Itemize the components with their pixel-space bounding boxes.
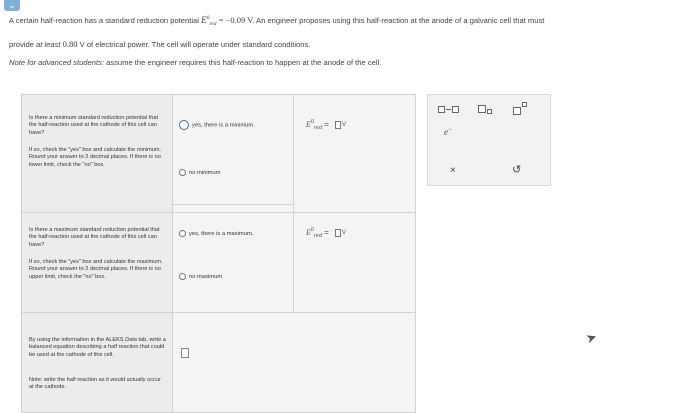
half-reaction-question: By using the information in the ALEKS Data tab, write a balanced equation describing a half reaction that could be used at the cathode of this cell. [29,337,166,358]
unit-label: V [342,121,347,128]
option-label: yes, there is a maximum. [189,231,254,238]
equation-palette [427,94,551,186]
answer-table [21,94,416,413]
clear-icon[interactable]: × [450,165,456,176]
maximum-options-cell [173,213,294,313]
minimum-question-cell [22,95,173,213]
top-bar [0,0,700,14]
maximum-value-cell [294,213,416,313]
e-sub: red [313,125,322,131]
minimum-no-radio[interactable] [179,169,186,176]
half-reaction-question-cell [22,313,173,413]
maximum-no-option[interactable] [179,273,222,280]
minimum-value-cell [294,95,416,213]
note-label: Note for advanced students: [9,58,104,67]
superscript-template-button[interactable] [513,102,527,115]
maximum-question: Is there a maximum standard reduction potential that the half-reaction used at the cathode of this cell can have? [29,227,160,248]
note-text: assume the engineer requires this half-reaction to happen at the anode of the cell. [106,58,382,67]
min-power-value: 0.80 [62,39,78,49]
half-reaction-note: Note: write the half reaction as it would actually occur at the cathode. [29,377,161,391]
maximum-potential-entry [306,227,346,239]
problem-statement-line2 [9,39,310,49]
e-symbol: E [306,228,311,237]
half-reaction-answer-cell [173,313,416,413]
problem-statement-line1 [9,15,544,27]
maximum-potential-input[interactable] [335,229,341,237]
maximum-yes-radio[interactable] [179,230,186,237]
minimum-potential-input[interactable] [335,121,341,129]
minimum-yes-cell [173,95,294,205]
advanced-note [9,58,381,67]
e-sup: 0 [310,119,314,125]
electron-button[interactable]: e− [444,127,453,137]
maximum-question-cell [22,213,173,313]
option-label: no minimum [189,170,221,177]
mouse-cursor-icon: ➤ [583,328,599,347]
maximum-instructions: If so, check the "yes" box and calculate the maximum. Round your answer to 2 decimal places. If there is no upper limit, check the "no" box. [29,259,163,280]
half-reaction-input[interactable] [181,348,189,358]
option-label: yes, there is a minimum. [192,122,255,129]
e-sup: 0 [310,227,314,233]
equals-sign: = [324,228,329,237]
emphasis-text: at least [36,40,61,49]
potential-value: = −0.09 V. [218,15,255,25]
undo-icon[interactable]: ↺ [512,164,522,176]
minimum-yes-radio[interactable] [179,120,189,130]
unit-label: V [342,229,347,236]
problem-text-cont: V of electrical power. The cell will operate under standard conditions. [79,40,311,49]
maximum-no-radio[interactable] [179,273,186,280]
maximum-yes-option[interactable] [179,230,253,237]
option-label: no maximum [189,274,223,281]
equals-sign: = [324,120,329,129]
minimum-potential-entry [306,119,346,131]
problem-text: A certain half-reaction has a standard reduction potential [9,16,199,25]
minimum-yes-option[interactable] [179,120,255,130]
potential-symbol: $E^0_{red}$ [201,15,217,27]
minimum-no-option[interactable] [179,169,221,176]
reaction-arrow-template-button[interactable] [438,105,459,114]
e-symbol: E [306,120,311,129]
minimum-question: Is there a minimum standard reduction potential that the half-reaction used at the cathode of this cell can have? [29,115,159,136]
problem-text-cont: An engineer proposes using this half-reaction at the anode of a galvanic cell that must [256,16,545,25]
e-sub: red [313,233,322,239]
problem-text: provide [9,40,34,49]
minimum-no-cell [173,170,294,213]
subscript-template-button[interactable] [478,104,492,114]
collapse-chevron-icon[interactable]: ⌄ [4,0,20,11]
minimum-instructions: If so, check the "yes" box and calculate the minimum. Round your answer to 2 decimal places. If there is no lower limit, check the "no" box. [29,147,162,168]
